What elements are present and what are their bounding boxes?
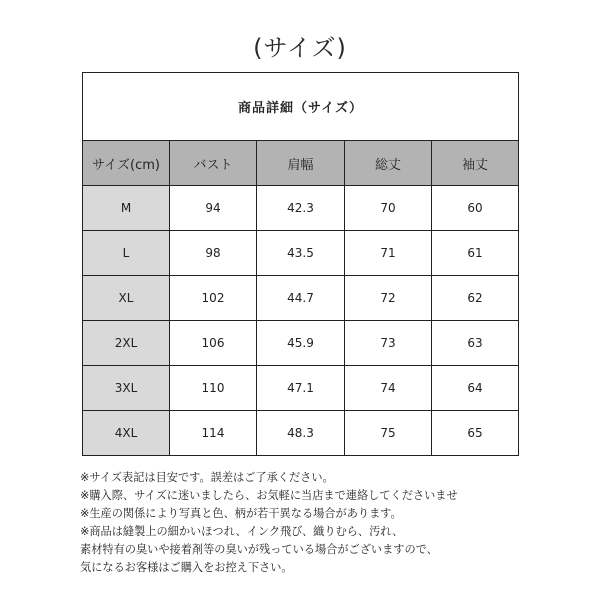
bust-cell: 110: [170, 366, 257, 411]
length-cell: 72: [345, 276, 432, 321]
sleeve-cell: 60: [432, 186, 519, 231]
column-header-length: 総丈: [345, 141, 432, 186]
shoulder-cell: 44.7: [257, 276, 345, 321]
column-header-bust: バスト: [170, 141, 257, 186]
shoulder-cell: 48.3: [257, 411, 345, 456]
table-row: [83, 231, 519, 276]
note-line: ※購入際、サイズに迷いましたら、お気軽に当店まで連絡してくださいませ: [80, 489, 458, 502]
shoulder-cell: 42.3: [257, 186, 345, 231]
table-caption: 商品詳細（サイズ）: [83, 73, 519, 141]
bust-cell: 94: [170, 186, 257, 231]
table-row: [83, 321, 519, 366]
length-cell: 71: [345, 231, 432, 276]
size-cell: 3XL: [83, 366, 170, 411]
table-caption-row: [83, 73, 519, 141]
length-cell: 74: [345, 366, 432, 411]
note-line: 素材特有の臭いや接着剤等の臭いが残っている場合がございますので、: [80, 543, 438, 556]
table-row: [83, 411, 519, 456]
sleeve-cell: 65: [432, 411, 519, 456]
notes-block: [80, 469, 540, 577]
bust-cell: 98: [170, 231, 257, 276]
bust-cell: 102: [170, 276, 257, 321]
size-cell: M: [83, 186, 170, 231]
length-cell: 73: [345, 321, 432, 366]
column-header-shoulder: 肩幅: [257, 141, 345, 186]
note-line: ※生産の関係により写真と色、柄が若干異なる場合があります。: [80, 507, 402, 520]
length-cell: 75: [345, 411, 432, 456]
shoulder-cell: 43.5: [257, 231, 345, 276]
table-row: [83, 366, 519, 411]
length-cell: 70: [345, 186, 432, 231]
sleeve-cell: 61: [432, 231, 519, 276]
column-header-size: サイズ(cm): [83, 141, 170, 186]
sleeve-cell: 62: [432, 276, 519, 321]
table-row: [83, 276, 519, 321]
sleeve-cell: 63: [432, 321, 519, 366]
note-line: ※サイズ表記は目安です。誤差はご了承ください。: [80, 471, 334, 484]
table-row: [83, 186, 519, 231]
bust-cell: 106: [170, 321, 257, 366]
shoulder-cell: 47.1: [257, 366, 345, 411]
size-cell: 4XL: [83, 411, 170, 456]
note-line: ※商品は縫製上の細かいほつれ、インク飛び、織りむら、汚れ、: [80, 525, 404, 538]
table-header-row: [83, 141, 519, 186]
bust-cell: 114: [170, 411, 257, 456]
size-chart-table: [82, 72, 519, 456]
size-cell: L: [83, 231, 170, 276]
page-title: (サイズ): [253, 34, 347, 62]
size-cell: 2XL: [83, 321, 170, 366]
column-header-sleeve: 袖丈: [432, 141, 519, 186]
shoulder-cell: 45.9: [257, 321, 345, 366]
size-cell: XL: [83, 276, 170, 321]
note-line: 気になるお客様はご購入をお控え下さい。: [80, 561, 293, 574]
sleeve-cell: 64: [432, 366, 519, 411]
